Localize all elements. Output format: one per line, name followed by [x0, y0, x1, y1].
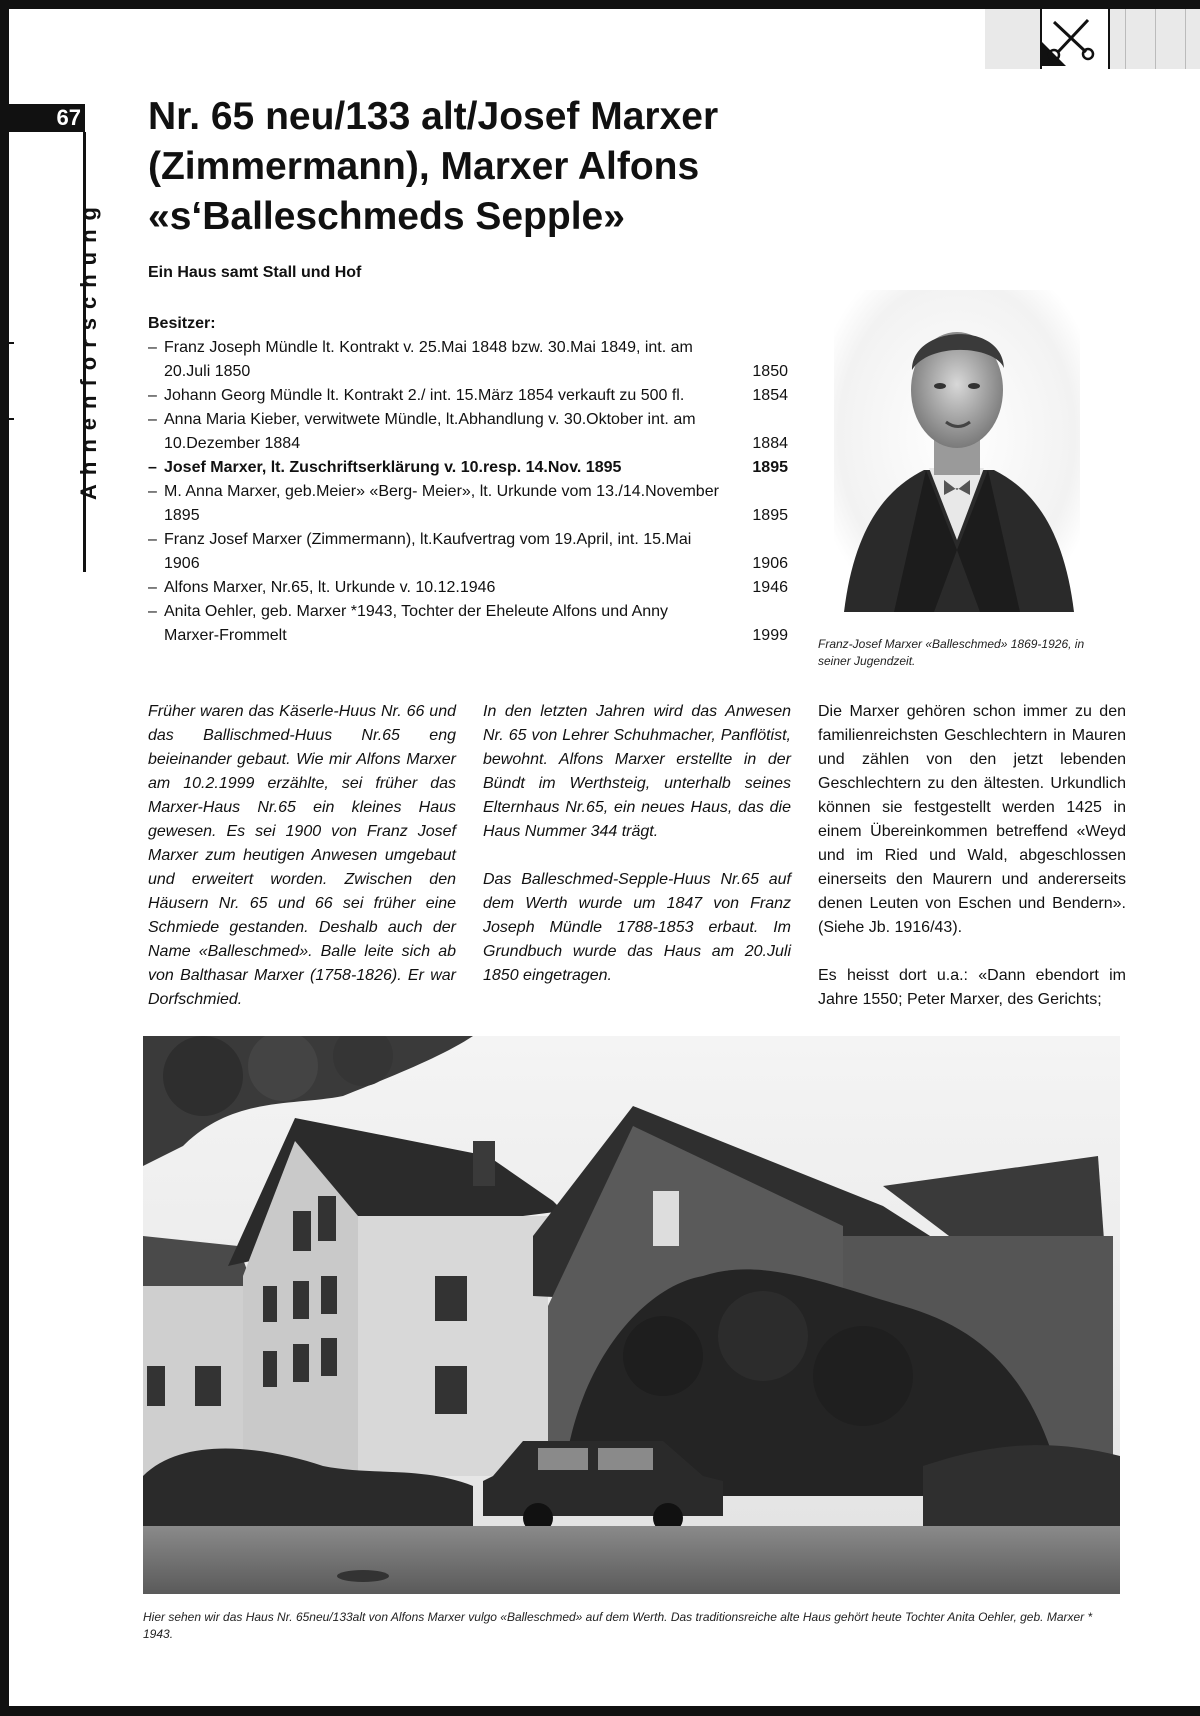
text-column-3: [818, 700, 1126, 1036]
paragraph: Die Marxer gehören schon immer zu den familienreichsten Geschlechtern in Mauren und zählen von den jetzt lebenden Geschlechtern zu den ältesten. Urkundlich können sie festgestellt werden 1425 in einem Übereinkommen betreffend «Weyd und im Ried und Wald, abgeschlossen einerseits den Maurern und andererseits denen Leuten von Eschen und Bendern». (Siehe Jb. 1916/43).: [818, 703, 1126, 936]
owner-year: 1999: [752, 627, 788, 644]
text-column-1: [148, 700, 456, 1036]
title-line: Nr. 65 neu/133 alt/Josef Marxer: [148, 95, 719, 138]
owner-entry: – Franz Josef Marxer (Zimmermann), lt.Kaufvertrag vom 19.April, int. 15.Mai 1906 1906: [148, 528, 793, 576]
owner-entry: – Josef Marxer, lt. Zuschriftserklärung v. 10.resp. 14.Nov. 1895 1895: [148, 456, 793, 480]
margin-tick: [9, 342, 14, 344]
page-number: 67: [9, 104, 85, 132]
owner-year: 1895: [752, 507, 788, 524]
owner-entry: – Franz Joseph Mündle lt. Kontrakt v. 25.Mai 1848 bzw. 30.Mai 1849, int. am 20.Juli 1850 1850: [148, 336, 793, 384]
photo-caption: Hier sehen wir das Haus Nr. 65neu/133alt von Alfons Marxer vulgo «Balleschmed» auf dem Werth. Das traditionsreiche alte Haus gehört heute Tochter Anita Oehler, geb. Marxer * 1943.: [143, 1610, 1093, 1641]
portrait-caption: Franz-Josef Marxer «Balleschmed» 1869-1926, in seiner Jugendzeit.: [818, 637, 1085, 668]
owner-entry: – Johann Georg Mündle lt. Kontrakt 2./ int. 15.März 1854 verkauft zu 500 fl. 1854: [148, 384, 793, 408]
owner-year: 1850: [752, 363, 788, 380]
margin-tick: [9, 418, 14, 420]
owner-entry: – Anna Maria Kieber, verwitwete Mündle, lt.Abhandlung v. 30.Oktober int. am 10.Dezember 1884 1884: [148, 408, 793, 456]
owners-list: [148, 312, 793, 648]
page-border-bottom: [0, 1706, 1200, 1716]
owner-year: 1946: [752, 579, 788, 596]
owner-entry: – Anita Oehler, geb. Marxer *1943, Tochter der Eheleute Alfons und Anny Marxer-Frommelt 1999: [148, 600, 793, 648]
section-label: Ahnenforschung: [76, 198, 101, 500]
scissors-icon: [1042, 12, 1102, 66]
text-column-2: [483, 700, 791, 1012]
owners-heading: Besitzer:: [148, 315, 216, 332]
paragraph: Früher waren das Käserle-Huus Nr. 66 und das Ballischmed-Huus Nr.65 eng beieinander gebaut. Wie mir Alfons Marxer am 10.2.1999 erzählte, sei früher das Marxer-Haus Nr.65 ein kleines Haus gewesen. Es sei 1900 von Franz Josef Marxer zum heutigen Anwesen umgebaut und erweitert worden. Zwischen den Häusern Nr. 65 und 66 sei früher eine Schmiede gestanden. Deshalb auch der Name «Balleschmed». Balle leite sich ab von Balthasar Marxer (1758-1826). Er war Dorfschmied.: [148, 703, 456, 1008]
page-border-left: [0, 0, 9, 1716]
house-photo: [143, 1036, 1120, 1594]
owner-entry: – M. Anna Marxer, geb.Meier» «Berg- Meier», lt. Urkunde vom 13./14.November 1895 1895: [148, 480, 793, 528]
paragraph: Das Balleschmed-Sepple-Huus Nr.65 auf dem Werth wurde um 1847 von Franz Joseph Mündle 1788-1853 erbaut. Im Grundbuch wurde das Haus am 20.Juli 1850 eingetragen.: [483, 871, 791, 984]
paragraph: In den letzten Jahren wird das Anwesen Nr. 65 von Lehrer Schuhmacher, Panflötist, bewohnt. Alfons Marxer erstellte in der Bündt im Werthsteig, unterhalb seines Elternhaus Nr.65, ein neues Haus, das die Haus Nummer 344 trägt.: [483, 703, 791, 840]
owner-year: 1884: [752, 435, 788, 452]
article-subtitle: Ein Haus samt Stall und Hof: [148, 264, 362, 281]
owner-year: 1854: [752, 387, 788, 404]
paragraph: Es heisst dort u.a.: «Dann ebendort im Jahre 1550; Peter Marxer, des Gerichts;: [818, 967, 1126, 1008]
owner-year: 1906: [752, 555, 788, 572]
title-line: «s‘Balleschmeds Sepple»: [148, 195, 625, 238]
owner-entry: – Alfons Marxer, Nr.65, lt. Urkunde v. 10.12.1946 1946: [148, 576, 793, 600]
portrait-photo: [834, 290, 1080, 612]
page-border-top: [0, 0, 1200, 9]
article-title: [148, 92, 908, 242]
title-line: (Zimmermann), Marxer Alfons: [148, 145, 700, 188]
owner-year: 1895: [752, 459, 788, 476]
